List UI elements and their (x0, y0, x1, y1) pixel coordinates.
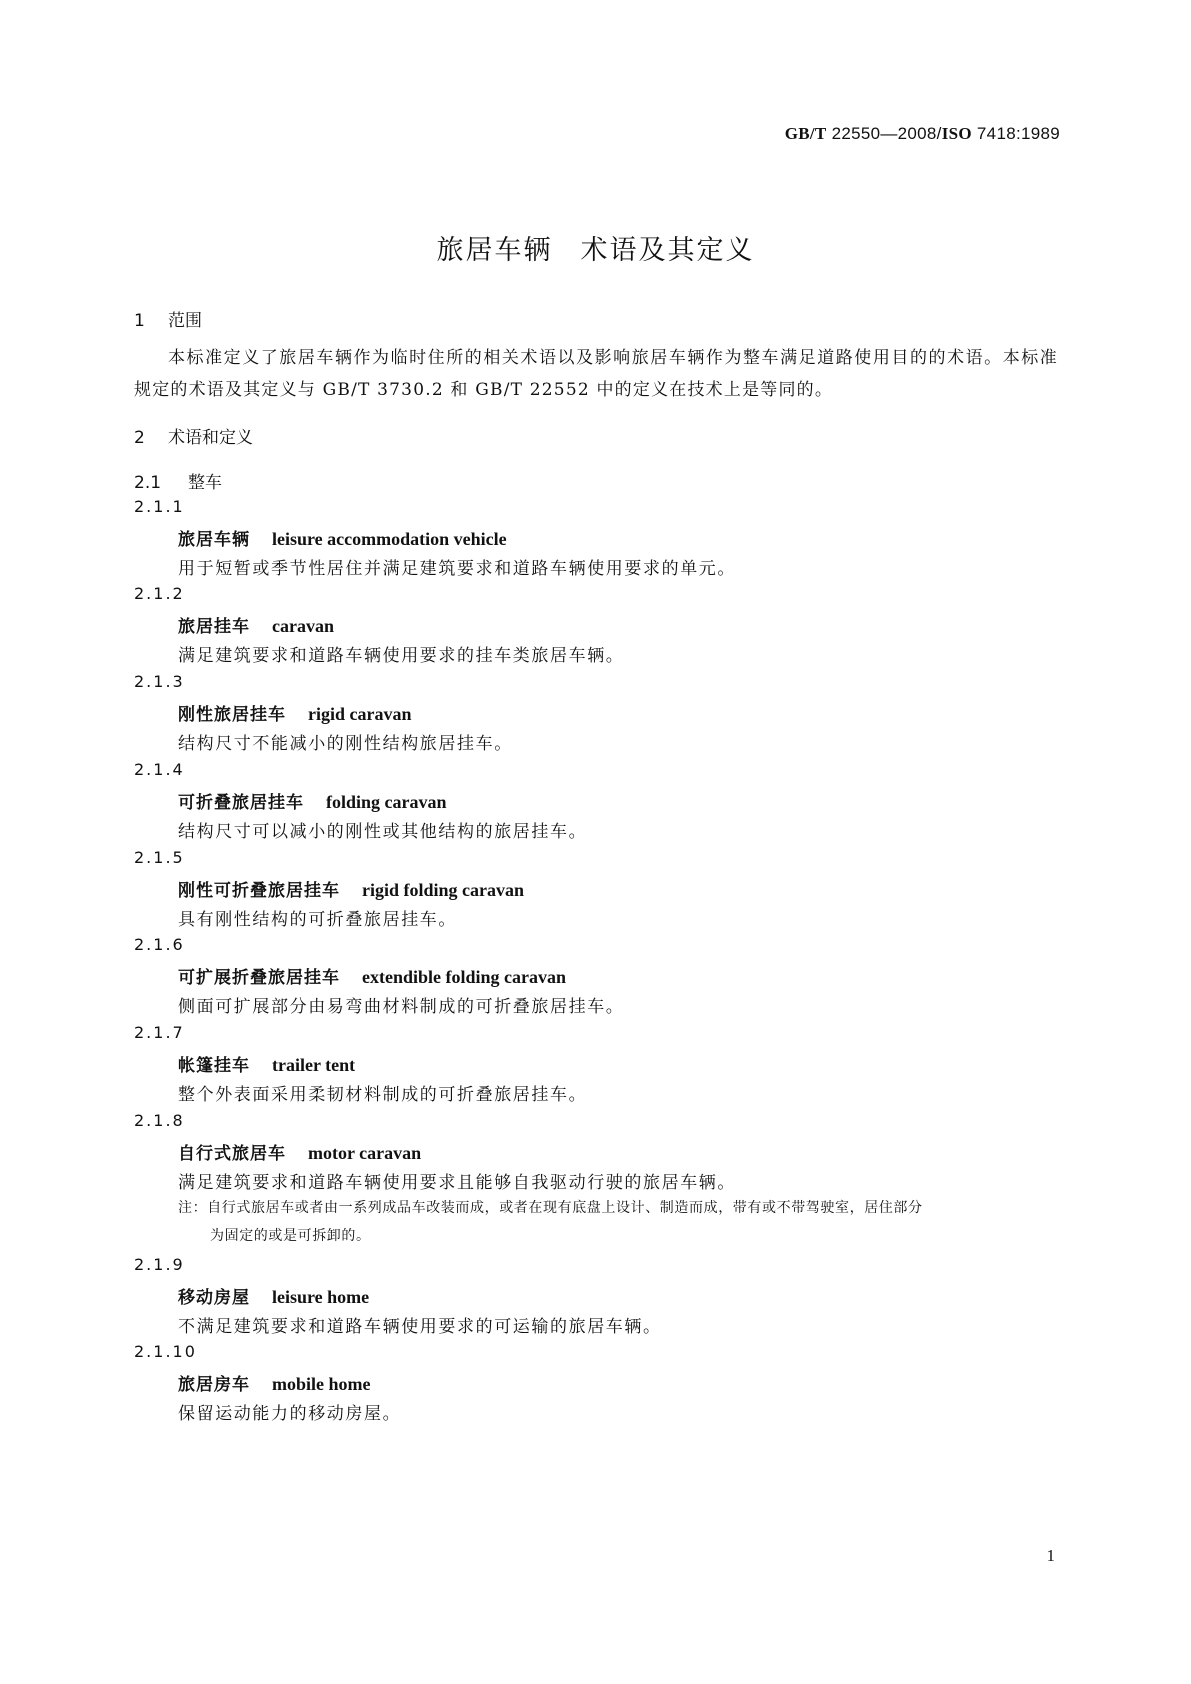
section1-heading (134, 306, 202, 331)
term-definition: 结构尺寸可以减小的刚性或其他结构的旅居挂车。 (178, 822, 588, 842)
term-number: 2.1.10 (134, 1342, 197, 1361)
term-zh: 旅居房车 (178, 1375, 250, 1395)
section2-heading (134, 423, 253, 448)
term-en: motor caravan (308, 1143, 422, 1163)
term-entry (178, 1051, 355, 1076)
term-entry (178, 1139, 421, 1164)
term-number: 2.1.4 (134, 760, 185, 779)
term-en: rigid caravan (308, 704, 412, 724)
title-part2: 术语及其定义 (580, 235, 755, 266)
term-zh: 旅居车辆 (178, 530, 250, 550)
term-definition: 不满足建筑要求和道路车辆使用要求的可运输的旅居车辆。 (178, 1317, 662, 1337)
term-definition: 保留运动能力的移动房屋。 (178, 1404, 402, 1424)
term-number: 2.1.3 (134, 672, 185, 691)
code-prefix: GB/T (784, 124, 827, 143)
term-zh: 可折叠旅居挂车 (178, 793, 304, 813)
note-line1: 注：自行式旅居车或者由一系列成品车改装而成，或者在现有底盘上设计、制造而成，带有或不带驾驶室，居住部分 (178, 1200, 923, 1216)
term-entry (178, 700, 412, 725)
term-zh: 自行式旅居车 (178, 1144, 286, 1164)
page-number: 1 (1046, 1546, 1055, 1565)
term-number: 2.1.6 (134, 935, 185, 954)
subsection-title: 整车 (188, 473, 222, 493)
term-en: rigid folding caravan (362, 880, 525, 900)
term-en: mobile home (272, 1374, 371, 1394)
term-number: 2.1.2 (134, 584, 185, 603)
section2-title: 术语和定义 (168, 428, 253, 448)
term-zh: 刚性旅居挂车 (178, 705, 286, 725)
term-en: trailer tent (272, 1055, 356, 1075)
term-en: leisure home (272, 1287, 370, 1307)
term-entry (178, 788, 447, 813)
term-zh: 刚性可折叠旅居挂车 (178, 881, 340, 901)
document-title (0, 228, 1191, 267)
term-zh: 帐篷挂车 (178, 1056, 250, 1076)
term-definition: 结构尺寸不能减小的刚性结构旅居挂车。 (178, 734, 513, 754)
section1-title: 范围 (168, 311, 202, 331)
term-number: 2.1.1 (134, 497, 185, 516)
section1-number: 1 (134, 311, 145, 331)
term-definition: 侧面可扩展部分由易弯曲材料制成的可折叠旅居挂车。 (178, 997, 625, 1017)
standard-code (785, 124, 1060, 144)
term-number: 2.1.8 (134, 1111, 185, 1130)
term-entry (178, 1283, 369, 1308)
subsection-number: 2.1 (134, 473, 162, 493)
section2-number: 2 (134, 428, 145, 448)
term-definition: 满足建筑要求和道路车辆使用要求且能够自我驱动行驶的旅居车辆。 (178, 1173, 736, 1193)
term-zh: 旅居挂车 (178, 617, 250, 637)
term-entry (178, 525, 507, 550)
term-definition: 用于短暂或季节性居住并满足建筑要求和道路车辆使用要求的单元。 (178, 559, 736, 579)
code-iso-num: 7418:1989 (971, 124, 1060, 143)
term-en: leisure accommodation vehicle (272, 529, 507, 549)
section1-paragraph: 本标准定义了旅居车辆作为临时住所的相关术语以及影响旅居车辆作为整车满足道路使用目的的术语。本标准规定的术语及其定义与 GB/T 3730.2 和 GB/T 22552 中的定义在技术上是等同的。 (134, 348, 1058, 400)
term-definition: 整个外表面采用柔韧材料制成的可折叠旅居挂车。 (178, 1085, 588, 1105)
term-en: caravan (272, 616, 334, 636)
term-definition: 具有刚性结构的可折叠旅居挂车。 (178, 910, 457, 930)
term-definition: 满足建筑要求和道路车辆使用要求的挂车类旅居车辆。 (178, 646, 625, 666)
title-part1: 旅居车辆 (436, 235, 553, 266)
term-number: 2.1.7 (134, 1023, 185, 1042)
term-number: 2.1.9 (134, 1255, 185, 1274)
term-en: folding caravan (326, 792, 447, 812)
term-entry (178, 876, 524, 901)
term-number: 2.1.5 (134, 848, 185, 867)
code-main: 22550—2008/ (826, 124, 942, 143)
term-zh: 移动房屋 (178, 1288, 250, 1308)
note-line2: 为固定的或是可拆卸的。 (210, 1228, 371, 1244)
term-en: extendible folding caravan (362, 967, 567, 987)
term-note (178, 1194, 1058, 1250)
code-iso: ISO (941, 124, 972, 143)
subsection-heading (134, 468, 222, 493)
term-entry (178, 612, 334, 637)
term-entry (178, 963, 566, 988)
term-entry (178, 1370, 371, 1395)
term-zh: 可扩展折叠旅居挂车 (178, 968, 340, 988)
